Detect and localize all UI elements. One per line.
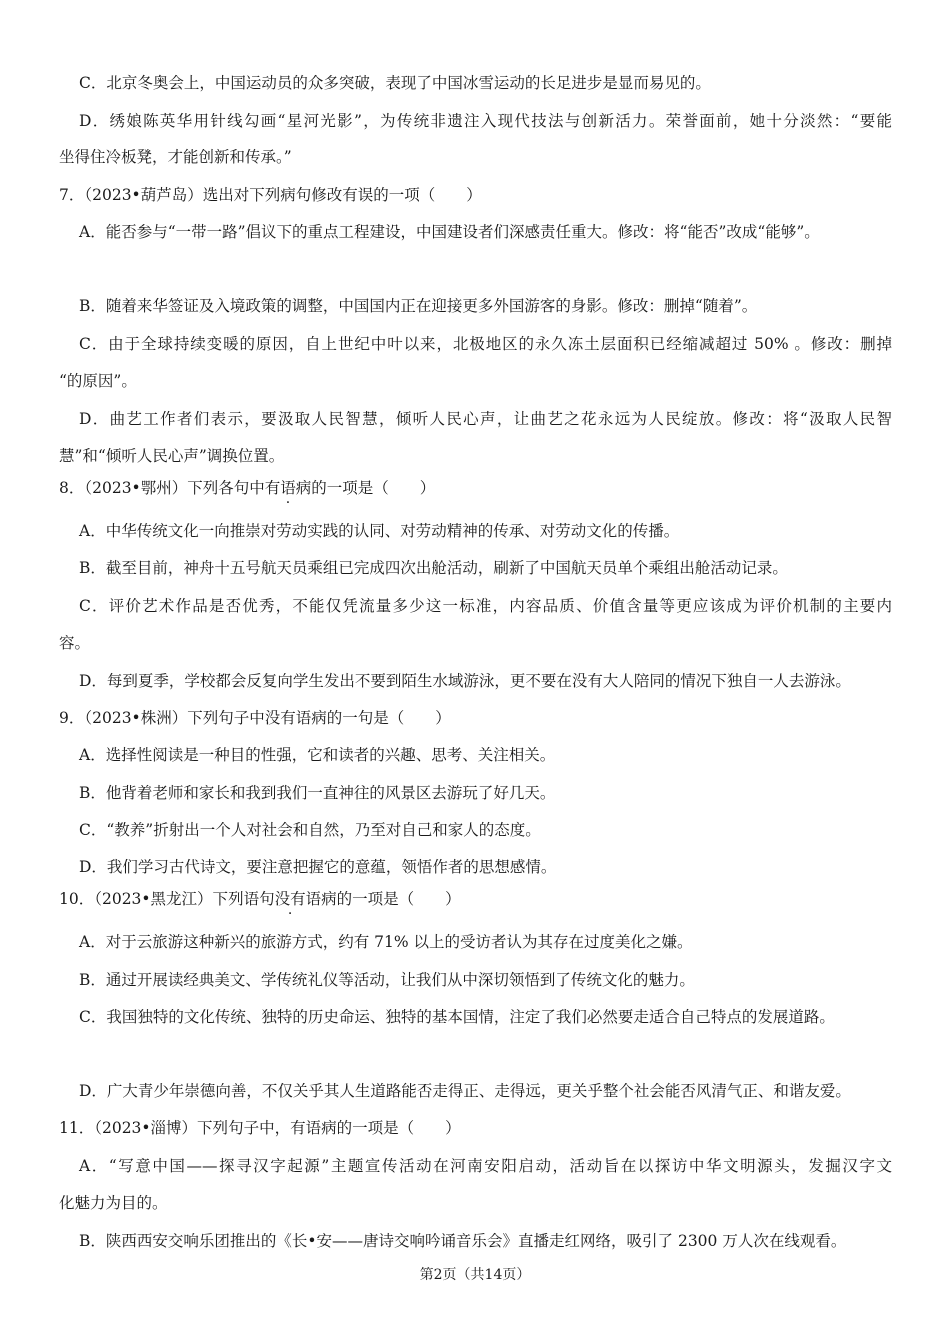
- q10-option-a: A．对于云旅游这种新兴的旅游方式，约有 71% 以上的受访者认为其存在过度美化之嫌。: [79, 933, 693, 951]
- q7-option-c: C．由于全球持续变暖的原因，自上世纪中叶以来，北极地区的永久冻土层面积已经缩减超过 50% 。修改：删掉: [79, 335, 892, 353]
- q10-stem-post: 语病的一项是（ ）: [305, 890, 461, 908]
- q8-stem-pre: 8．（2023•鄂州）下列各句中: [59, 479, 265, 497]
- q7-option-d-cont: 慧”和“倾听人民心声”调换位置。: [59, 447, 285, 465]
- q10-option-d: D．广大青少年崇德向善，不仅关乎其人生道路能否走得正、走得远，更关乎整个社会能否风清气正、和谐友爱。: [79, 1082, 851, 1100]
- q10-stem-pre: 10．（2023•黑龙江）下列语句: [59, 890, 275, 908]
- q9-option-d: D．我们学习古代诗文，要注意把握它的意蕴，领悟作者的思想感情。: [79, 858, 557, 876]
- q7-option-a: A．能否参与“一带一路”倡议下的重点工程建设，中国建设者们深感责任重大。修改：将“能否”改成“能够”。: [79, 223, 820, 241]
- q6-option-d: D．绣娘陈英华用针线勾画“星河光影”，为传统非遗注入现代技法与创新活力。荣誉面前，她十分淡然：“要能: [79, 112, 892, 130]
- q8-option-c: C．评价艺术作品是否优秀，不能仅凭流量多少这一标准，内容品质、价值含量等更应该成为评价机制的主要内: [79, 597, 892, 615]
- q8-option-b: B．截至目前，神舟十五号航天员乘组已完成四次出舱活动，刷新了中国航天员单个乘组出舱活动记录。: [79, 559, 788, 577]
- q8-stem-emphasis: 有语病: [264, 479, 312, 497]
- q10-stem: [59, 889, 892, 909]
- q9-option-b: B．他背着老师和家长和我到我们一直神往的风景区去游玩了好几天。: [79, 784, 556, 802]
- q9-option-a: A．选择性阅读是一种目的性强，它和读者的兴趣、思考、关注相关。: [79, 746, 556, 764]
- q8-option-a: A．中华传统文化一向推崇对劳动实践的认同、对劳动精神的传承、对劳动文化的传播。: [79, 522, 680, 540]
- q7-option-b: B．随着来华签证及入境政策的调整，中国国内正在迎接更多外国游客的身影。修改：删掉“随着”。: [79, 297, 758, 315]
- q6-option-d-cont: 坐得住冷板凳，才能创新和传承。”: [59, 148, 292, 166]
- q7-option-d: D．曲艺工作者们表示，要汲取人民智慧，倾听人民心声，让曲艺之花永远为人民绽放。修改：将“汲取人民智: [79, 410, 892, 428]
- q10-stem-emphasis: 没有: [274, 890, 306, 908]
- q11-option-b: B．陕西西安交响乐团推出的《长•安——唐诗交响吟诵音乐会》直播走红网络，吸引了 2300 万人次在线观看。: [79, 1232, 847, 1250]
- q6-option-c: C．北京冬奥会上，中国运动员的众多突破，表现了中国冰雪运动的长足进步是显而易见的。: [79, 74, 711, 92]
- q11-option-a-cont: 化魅力为目的。: [59, 1194, 168, 1212]
- q7-stem: 7．（2023•葫芦岛）选出对下列病句修改有误的一项（ ）: [59, 186, 482, 204]
- q10-option-c: C．我国独特的文化传统、独特的历史命运、独特的基本国情，注定了我们必然要走适合自己特点的发展道路。: [79, 1008, 835, 1026]
- q9-stem: 9．（2023•株洲）下列句子中没有语病的一句是（ ）: [59, 709, 451, 727]
- q8-option-d: D．每到夏季，学校都会反复向学生发出不要到陌生水域游泳，更不要在没有大人陪同的情况下独自一人去游泳。: [79, 672, 851, 690]
- q8-stem: [59, 478, 892, 498]
- q9-option-c: C．“教养”折射出一个人对社会和自然，乃至对自己和家人的态度。: [79, 821, 541, 839]
- q10-option-b: B．通过开展读经典美文、学传统礼仪等活动，让我们从中深切领悟到了传统文化的魅力。: [79, 971, 695, 989]
- q11-option-a: A．“写意中国——探寻汉字起源”主题宣传活动在河南安阳启动，活动旨在以探访中华文明源头，发掘汉字文: [79, 1157, 892, 1175]
- q8-option-c-cont: 容。: [59, 634, 91, 652]
- page-number-footer: 第2页（共14页）: [419, 1267, 531, 1283]
- q11-stem: 11．（2023•淄博）下列句子中，有语病的一项是（ ）: [59, 1119, 461, 1137]
- q8-stem-post: 的一项是（ ）: [311, 479, 436, 497]
- q7-option-c-cont: “的原因”。: [59, 372, 137, 390]
